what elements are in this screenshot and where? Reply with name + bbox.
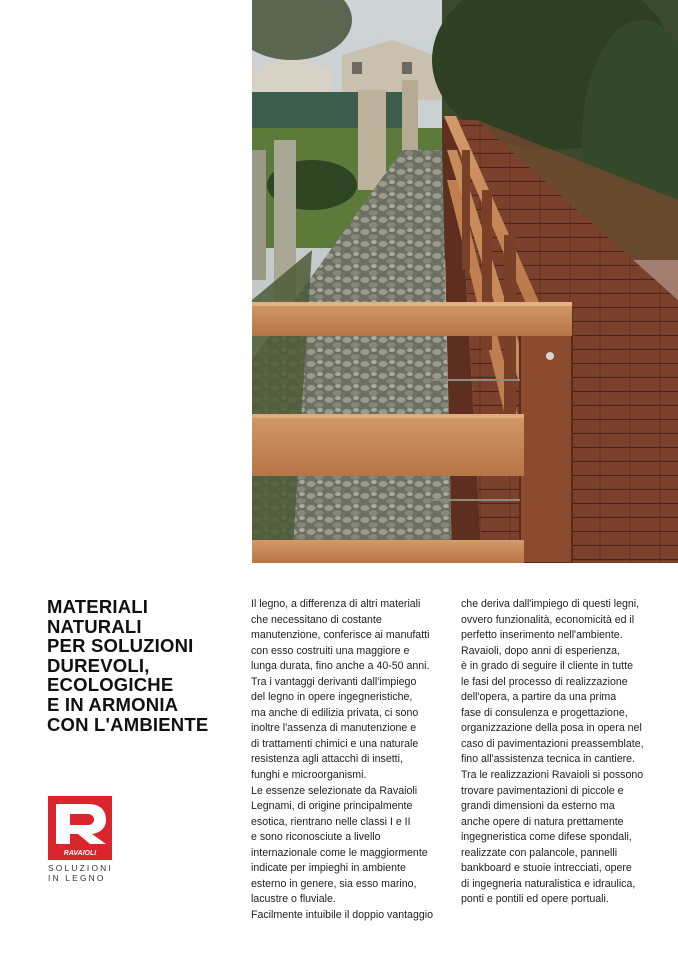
- body-text-line: internazionale come le maggiormente: [251, 846, 428, 859]
- body-text-line: manutenzione, conferisce ai manufatti: [251, 629, 430, 642]
- body-text-line: trovare pavimentazioni di piccole e: [461, 784, 624, 797]
- body-text-line: resistenza agli attacchi di insetti,: [251, 753, 403, 766]
- body-text-line: esterno in genere, sia esso marino,: [251, 877, 417, 890]
- body-text-line: funghi e microorganismi.: [251, 769, 367, 782]
- headline-line: ECOLOGICHE: [47, 674, 174, 696]
- body-text-line: Il legno, a differenza di altri materiali: [251, 598, 421, 610]
- body-text-line: lunga durata, fino anche a 40-50 anni.: [251, 660, 430, 673]
- body-text-line: che deriva dall'impiego di questi legni,: [461, 598, 640, 610]
- body-text-line: fase di consulenza e progettazione,: [461, 706, 628, 719]
- body-text-column-2: [461, 597, 661, 908]
- body-text-line: le fasi del processo di realizzazione: [461, 675, 628, 688]
- body-text-line: ovvero funzionalità, economicità ed il: [461, 613, 635, 626]
- body-text-line: Legnami, di origine principalmente: [251, 800, 413, 813]
- body-text-line: lacustre o fluviale.: [251, 893, 336, 906]
- body-text-line: Le essenze selezionate da Ravaioli: [251, 784, 418, 797]
- headline-line: PER SOLUZIONI: [47, 635, 194, 657]
- body-text-line: del legno in opere ingegneristiche,: [251, 691, 413, 704]
- body-text-line: anche opere di natura prettamente: [461, 815, 624, 828]
- body-text-line: ponti e pontili ed opere portuali.: [461, 893, 609, 906]
- body-text-line: organizzazione della posa in opera nel: [461, 722, 642, 735]
- body-text-line: indicate per impieghi in ambiente: [251, 862, 406, 875]
- headline-line: E IN ARMONIA: [47, 693, 179, 715]
- body-text-line: fino all'assistenza tecnica in cantiere.: [461, 753, 635, 766]
- body-text-column-1: [251, 597, 451, 923]
- body-text-line: esotica, rientrano nelle classi I e II: [251, 815, 411, 828]
- ravaioli-logo-mark: [48, 796, 112, 860]
- body-text-line: caso di pavimentazioni preassemblate,: [461, 737, 644, 750]
- body-text-line: e sono riconosciute a livello: [251, 831, 381, 844]
- headline-line: CON L'AMBIENTE: [47, 713, 209, 735]
- body-text-line: Tra i vantaggi derivanti dall'impiego: [251, 675, 417, 688]
- body-text-line: Facilmente intuibile il doppio vantaggio: [251, 908, 433, 921]
- body-text-line: bankboard e stuoie intrecciati, opere: [461, 862, 632, 875]
- body-text-line: è in grado di seguire il cliente in tutte: [461, 660, 633, 673]
- body-text-line: grandi dimensioni da esterno ma: [461, 800, 615, 813]
- svg-text:RAVAIOLI: RAVAIOLI: [63, 850, 97, 857]
- body-text-line: con esso costruiti una maggiore e: [251, 644, 410, 657]
- body-text-line: dell'opera, a partire da una prima: [461, 691, 617, 704]
- body-text-line: Ravaioli, dopo anni di esperienza,: [461, 644, 621, 657]
- logo-tagline: [48, 864, 113, 883]
- logo-tagline-line: SOLUZIONI: [48, 863, 113, 873]
- body-text-line: ma anche di edilizia privata, ci sono: [251, 706, 419, 719]
- body-text-line: di trattamenti chimici e una naturale: [251, 737, 419, 750]
- headline: [47, 597, 237, 734]
- boardwalk-photo: [252, 0, 678, 563]
- headline-line: DUREVOLI,: [47, 654, 150, 676]
- body-text-line: Tra le realizzazioni Ravaioli si possono: [461, 769, 644, 782]
- ravaioli-logo: [48, 796, 113, 883]
- body-text-line: che necessitano di costante: [251, 613, 382, 626]
- body-text-line: realizzate con palancole, pannelli: [461, 846, 618, 859]
- body-text-line: perfetto inserimento nell'ambiente.: [461, 629, 623, 642]
- body-text-line: inoltre l'assenza di manutenzione e: [251, 722, 417, 735]
- body-text-line: ingegneristica come difese spondali,: [461, 831, 632, 844]
- headline-line: NATURALI: [47, 615, 142, 637]
- logo-tagline-line: IN LEGNO: [48, 872, 106, 883]
- headline-line: MATERIALI: [47, 596, 149, 617]
- body-text-line: di ingegneria naturalistica e idraulica,: [461, 877, 636, 890]
